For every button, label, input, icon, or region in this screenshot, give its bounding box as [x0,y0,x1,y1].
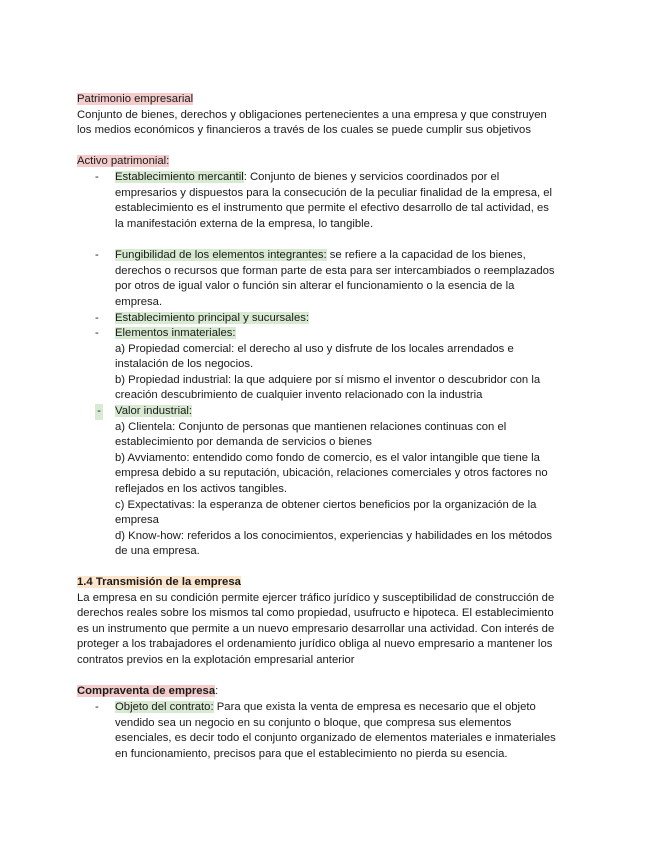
list-item-establecimiento-mercantil [95,170,575,234]
list-item-establecimiento-principal [95,311,575,327]
list-item-elementos-inmateriales [95,326,575,406]
bullet-dash: - [95,249,99,261]
term-description: : Conjunto de bienes y servicios coordinados por el [243,171,500,183]
list-item-line: empresa [115,514,159,527]
list-item-line: b) Propiedad industrial: la que adquiere por sí mismo el inventor o descubridor con la [115,373,541,386]
term-description: se refiere a la capacidad de los bienes, [326,249,526,261]
term-description: Para que exista la venta de empresa es necesario que el objeto [213,701,536,713]
list-item-line: vendido sea un negocio en su conjunto o bloque, que compresa sus elementos [115,716,512,729]
section-transmision [77,575,582,669]
term-establecimiento-mercantil: Establecimiento mercantil [115,171,244,183]
list-item-line: c) Expectativas: la esperanza de obtener ciertos beneficios por la organización de la [115,498,537,511]
paragraph-line: los medios económicos y financieros a través de los cuales se puede cumplir sus objetivos [77,124,531,137]
list-item-line: en funcionamiento, precisos para que el establecimiento no pierda su esencia. [115,747,508,760]
list-item-line: reflejados en los activos tangibles. [115,482,288,495]
list-item-line: a) Propiedad comercial: el derecho al uso y disfrute de los locales arrendados e [115,342,514,355]
paragraph-line: proteger a los trabajadores el ordenamiento jurídico obliga al nuevo empresario a mantener los [77,638,553,651]
list-item-line: b) Avviamento: entendido como fondo de comercio, es el valor intangible que tiene la [115,451,540,464]
list-item-line: establecimiento es el instrumento que permite el efectivo desarrollo de tal actividad, es [115,202,549,215]
term-elementos-inmateriales: Elementos inmateriales: [115,327,236,339]
section-patrimonio [77,92,582,139]
paragraph-line: derechos reales sobre los mismos tal como propiedad, usufructo e hipoteca. El establecimiento [77,607,554,620]
list-item-line: empresarios y dispuestos para la consecución de la peculiar finalidad de la empresa, el [115,186,553,199]
term-valor-industrial: Valor industrial: [115,405,193,417]
paragraph-line: es un instrumento que permite a un nuevo empresario desarrollar una actividad. Con interés de [77,622,555,635]
list-item-line: instalación de los negocios. [115,358,254,371]
bullet-dash: - [95,312,99,324]
list-item-line: de una empresa. [115,545,200,558]
section-activo-title [77,154,582,170]
bullet-dash: - [95,171,99,183]
paragraph-line: Conjunto de bienes, derechos y obligaciones pertenecientes a una empresa y que construyen [77,108,547,121]
list-item-line: establecimiento por demanda de servicios o bienes [115,436,372,449]
paragraph-line: La empresa en su condición permite ejercer tráfico jurídico y susceptibilidad de construcción de [77,591,555,604]
list-item-line: por otros de igual valor o función sin alterar el funcionamiento o la esencia de la [115,280,515,293]
list-item-line: esenciales, es decir todo el conjunto organizado de elementos materiales e inmateriales [115,732,556,745]
paragraph-line: contratos previos en la explotación empresarial anterior [77,653,355,666]
bullet-dash: - [95,327,99,339]
bullet-dash: - [95,404,103,420]
term-fungibilidad: Fungibilidad de los elementos integrantes: [115,249,327,261]
heading-patrimonio-empresarial: Patrimonio empresarial [77,93,194,105]
term-objeto-contrato: Objeto del contrato: [115,701,214,713]
list-item-line: la manifestación externa de la empresa, lo tangible. [115,217,374,230]
list-item-objeto-contrato [95,700,575,764]
list-item-line: a) Clientela: Conjunto de personas que mantienen relaciones continuas con el [115,420,507,433]
heading-transmision-empresa: 1.4 Transmisión de la empresa [77,576,241,588]
heading-compraventa-empresa: Compraventa de empresa [77,685,216,697]
heading-activo-patrimonial: Activo patrimonial: [77,155,170,167]
section-compraventa [77,684,582,700]
bullet-dash: - [95,701,99,713]
list-item-line: empresa debido a su reputación, ubicación, relaciones comerciales y otros factores no [115,467,548,480]
list-item-line: creación descubrimiento de cualquier invento relacionado con la industria [115,389,483,402]
list-item-line: derechos o recursos que forman parte de esta para ser intercambiados o reemplazados [115,264,555,277]
list-item-line: d) Know-how: referidos a los conocimientos, experiencias y habilidades en los métodos [115,529,553,542]
heading-suffix: : [215,685,219,697]
list-item-line: empresa. [115,295,163,308]
list-item-fungibilidad [95,248,575,312]
list-item-valor-industrial [95,404,575,564]
term-establecimiento-principal: Establecimiento principal y sucursales: [115,312,310,324]
